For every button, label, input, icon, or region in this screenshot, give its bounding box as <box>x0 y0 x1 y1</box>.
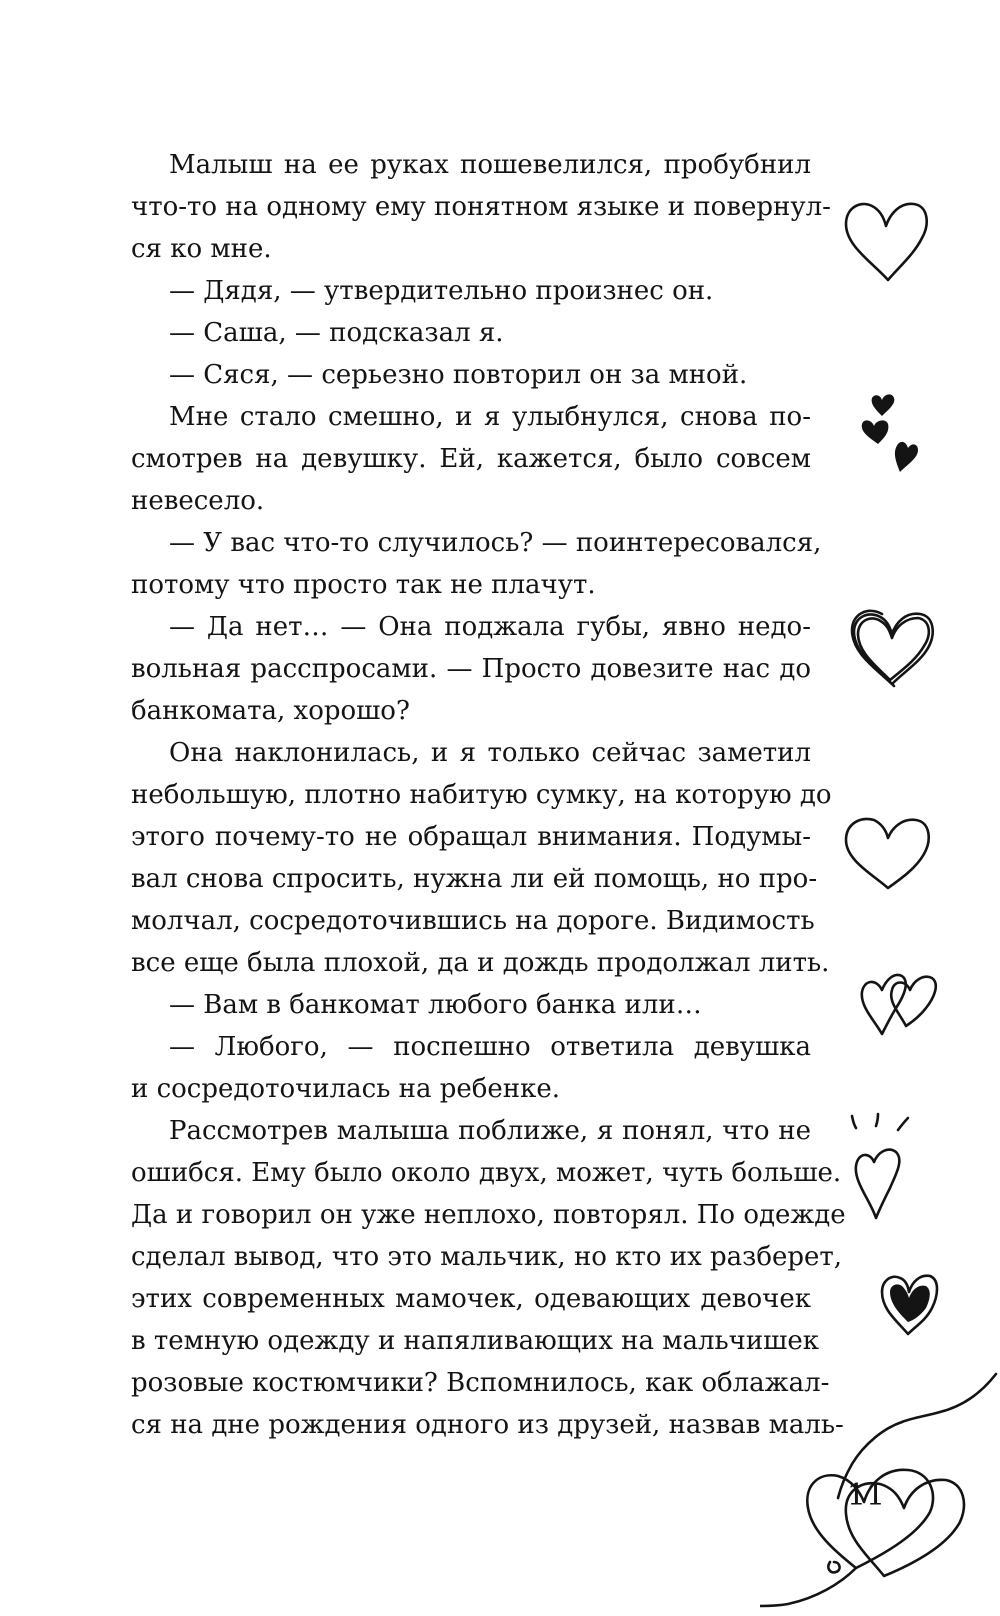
heart-filled-icon <box>876 1264 942 1340</box>
text-line: потому что просто так не плачут. <box>131 570 596 600</box>
text-line: ся на дне рождения одного из друзей, назвав маль- <box>131 1410 844 1440</box>
text-line: ошибся. Ему было около двух, может, чуть больше. <box>131 1158 842 1188</box>
heart-sparkle-icon <box>846 1112 928 1222</box>
text-line: смотрев на девушку. Ей, кажется, было совсем <box>131 444 811 474</box>
text-line: банкомата, хорошо? <box>131 696 410 726</box>
text-line: — Сяся, — серьезно повторил он за мной. <box>169 360 748 390</box>
text-line: — Любого, — поспешно ответила девушка <box>169 1032 811 1062</box>
text-line: Она наклонилась, и я только сейчас заметил <box>169 738 811 768</box>
heart-outline-icon <box>838 196 934 286</box>
text-line: сделал вывод, что это мальчик, но кто их разберет, <box>131 1242 843 1272</box>
double-heart-icon <box>856 962 942 1040</box>
hearts-cluster-icon <box>856 392 920 476</box>
text-line: и сосредоточилась на ребенке. <box>131 1074 561 1104</box>
text-line: небольшую, плотно набитую сумку, на которую до <box>131 780 832 810</box>
heart-scribble-icon <box>846 604 938 690</box>
text-line: — Да нет… — Она поджала губы, явно недо- <box>169 612 811 642</box>
text-line: — У вас что-то случилось? — поинтересовался, <box>169 528 822 558</box>
text-line: вольная расспросами. — Просто довезите нас до <box>131 654 811 684</box>
text-line: — Вам в банкомат любого банка или… <box>169 990 702 1020</box>
body-text <box>131 144 846 1446</box>
text-line: молчал, сосредоточившись на дороге. Видимость <box>131 906 815 936</box>
text-line: все еще была плохой, да и дождь продолжал лить. <box>131 948 830 978</box>
text-line: вал снова спросить, нужна ли ей помощь, но про- <box>131 864 818 894</box>
text-line: что-то на одному ему понятном языке и повернул- <box>131 192 831 222</box>
text-line: этого почему-то не обращал внимания. Подумы- <box>131 822 811 852</box>
text-line: — Саша, — подсказал я. <box>169 318 504 348</box>
text-line: этих современных мамочек, одевающих девочек <box>131 1284 811 1314</box>
page-number: 11 <box>846 1478 886 1513</box>
text-line: Мне стало смешно, и я улыбнулся, снова по- <box>169 402 811 432</box>
text-line: в темную одежду и напяливающих на мальчишек <box>131 1326 819 1356</box>
text-line: Малыш на ее руках пошевелился, пробубнил <box>169 150 811 180</box>
text-line: розовые костюмчики? Вспомнилось, как облажал- <box>131 1368 830 1398</box>
text-line: — Дядя, — утвердительно произнес он. <box>169 276 714 306</box>
text-line: невесело. <box>131 486 265 516</box>
heart-outline-icon <box>840 812 936 894</box>
text-line: ся ко мне. <box>131 234 272 264</box>
text-line: Рассмотрев малыша поближе, я понял, что не <box>169 1116 811 1146</box>
text-line: Да и говорил он уже неплохо, повторял. По одежде <box>131 1200 846 1230</box>
